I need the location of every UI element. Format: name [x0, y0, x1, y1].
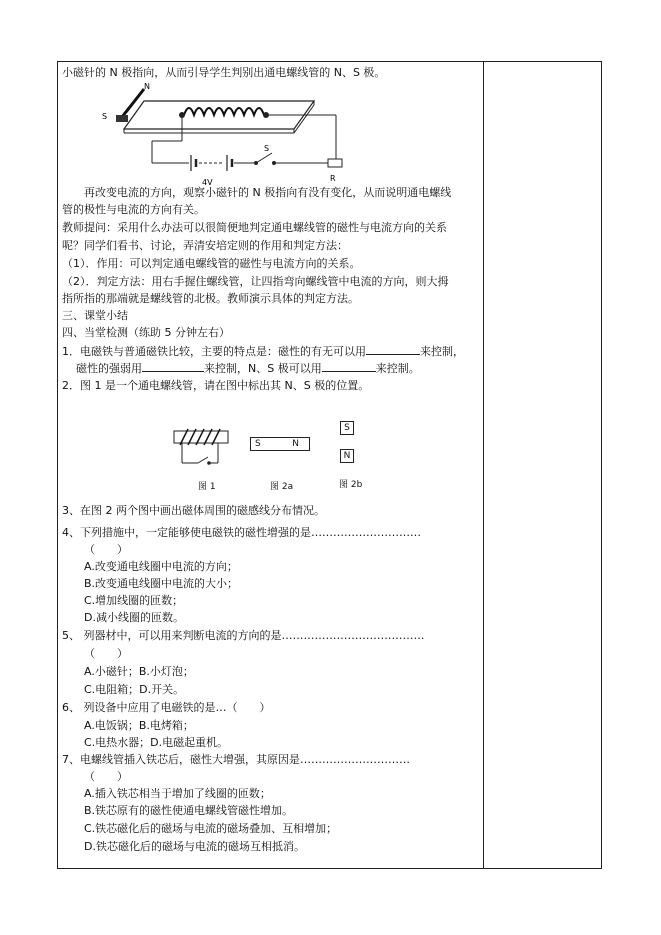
question-7-answer-paren[interactable]: （ ）	[84, 770, 128, 783]
coil-icon	[184, 108, 264, 115]
question-7: 7、电螺线管插入铁芯后，磁性大增强，其原因是…………………………	[62, 753, 410, 766]
teacher-question-1: 教师提问：采用什么办法可以很简便地判定通电螺线管的磁性与电流方向的关系	[62, 221, 447, 234]
question-4-option-a: A.改变通电线圈中电流的方向；	[84, 560, 238, 573]
table-column-divider	[483, 61, 484, 869]
q1-blank-2[interactable]	[142, 360, 204, 372]
figure-2b-caption: 图 2b	[339, 480, 363, 490]
question-3: 3、在图 2 两个图中画出磁体周围的磁感线分布情况。	[62, 504, 325, 517]
battery-voltage-label: 4V	[202, 178, 213, 187]
needle-n-label: N	[144, 82, 150, 91]
q1-blank-1[interactable]	[366, 343, 420, 355]
question-7-option-d: D.铁芯磁化后的磁场与电流的磁场互相抵消。	[84, 840, 305, 853]
section-3-heading: 三、课堂小结	[62, 309, 128, 322]
q1-text-a-end: 来控制，	[420, 345, 464, 358]
figure-2a-s-label: S	[255, 439, 261, 449]
question-4-option-c: C.增加线圈的匝数；	[84, 594, 184, 607]
resistor-label: R	[330, 174, 336, 183]
q1-text-b-end: 来控制。	[375, 362, 420, 375]
point-2-line-1: （2）．判定方法：用右手握住螺线管，让四指弯向螺线管中电流的方向，则大拇	[62, 275, 449, 288]
teacher-question-2: 呢？同学们看书、讨论，弄清安培定则的作用和判定方法：	[62, 239, 348, 252]
q1-blank-3[interactable]	[322, 360, 376, 372]
switch-icon	[255, 153, 276, 165]
figure-1-switch-icon	[198, 457, 210, 464]
figure-1-caption: 图 1	[198, 482, 216, 492]
question-4-option-b: B.改变通电线圈中电流的大小；	[84, 577, 239, 590]
compass-needle-icon	[116, 89, 144, 122]
paragraph-change-2: 管的极性与电流的方向有关。	[62, 203, 205, 216]
paragraph-change-1: 再改变电流的方向，观察小磁针的 N 极指向有没有变化，从而说明通电螺线	[84, 186, 452, 199]
solenoid-experiment-figure	[84, 81, 344, 191]
question-6: 6、 列设备中应用了电磁铁的是…（ ）	[62, 701, 271, 714]
switch-label: S	[264, 144, 270, 153]
question-6-options-cd: C.电热水器；D.电磁起重机。	[84, 736, 229, 749]
q1-text-b-mid: 来控制，N、S 极可以用	[204, 362, 322, 375]
point-2-line-2: 指所指的那端就是螺线管的北极。教师演示具体的判定方法。	[62, 292, 359, 305]
question-1-line-1	[62, 343, 464, 359]
figure-2b-s-box: S	[340, 421, 354, 435]
question-5-options-cd: C.电阻箱；D.开关。	[84, 683, 185, 696]
point-1: （1）．作用：可以判定通电螺线管的磁性与电流方向的关系。	[62, 257, 361, 270]
section-4-heading: 四、当堂检测（练助 5 分钟左右）	[62, 326, 230, 339]
intro-line: 小磁针的 N 极指向，从而引导学生判别出通电螺线管的 N、S 极。	[62, 66, 386, 79]
resistor-icon	[266, 115, 342, 167]
needle-s-label: S	[102, 112, 108, 121]
question-7-option-a: A.插入铁芯相当于增加了线圈的匝数；	[84, 787, 271, 800]
question-7-option-c: C.铁芯磁化后的磁场与电流的磁场叠加、互相增加；	[84, 822, 338, 835]
question-6-options-ab: A.电饭锅；B.电烤箱；	[84, 719, 194, 732]
question-4: 4、下列措施中，一定能够使电磁铁的磁性增强的是…………………………	[62, 526, 421, 539]
figure-2a-magnet	[250, 437, 310, 451]
q1-text-a: 1．电磁铁与普通磁铁比较，主要的特点是：磁性的有无可以用	[62, 345, 366, 358]
figure-2a-caption: 图 2a	[270, 482, 294, 492]
q1-text-b: 磁性的强弱用	[76, 362, 142, 375]
question-5-options-ab: A.小磁针；B.小灯泡；	[84, 665, 194, 678]
question-4-answer-paren[interactable]: （ ）	[84, 543, 128, 556]
question-5-answer-paren[interactable]: （ ）	[84, 647, 128, 660]
battery-icon	[191, 155, 232, 171]
figure-1-solenoid	[170, 425, 234, 475]
question-1-line-2	[76, 360, 420, 376]
question-2: 2．图 1 是一个通电螺线管，请在图中标出其 N、S 极的位置。	[62, 379, 370, 392]
question-7-option-b: B.铁芯原有的磁性使通电螺线管磁性增加。	[84, 804, 294, 817]
figure-2b-n-box: N	[340, 449, 354, 463]
question-4-option-d: D.减小线圈的匝数。	[84, 611, 184, 624]
question-5: 5、 列器材中，可以用来判断电流的方向的是…………………………………	[62, 629, 425, 642]
figure-2a-n-label: N	[292, 439, 299, 449]
